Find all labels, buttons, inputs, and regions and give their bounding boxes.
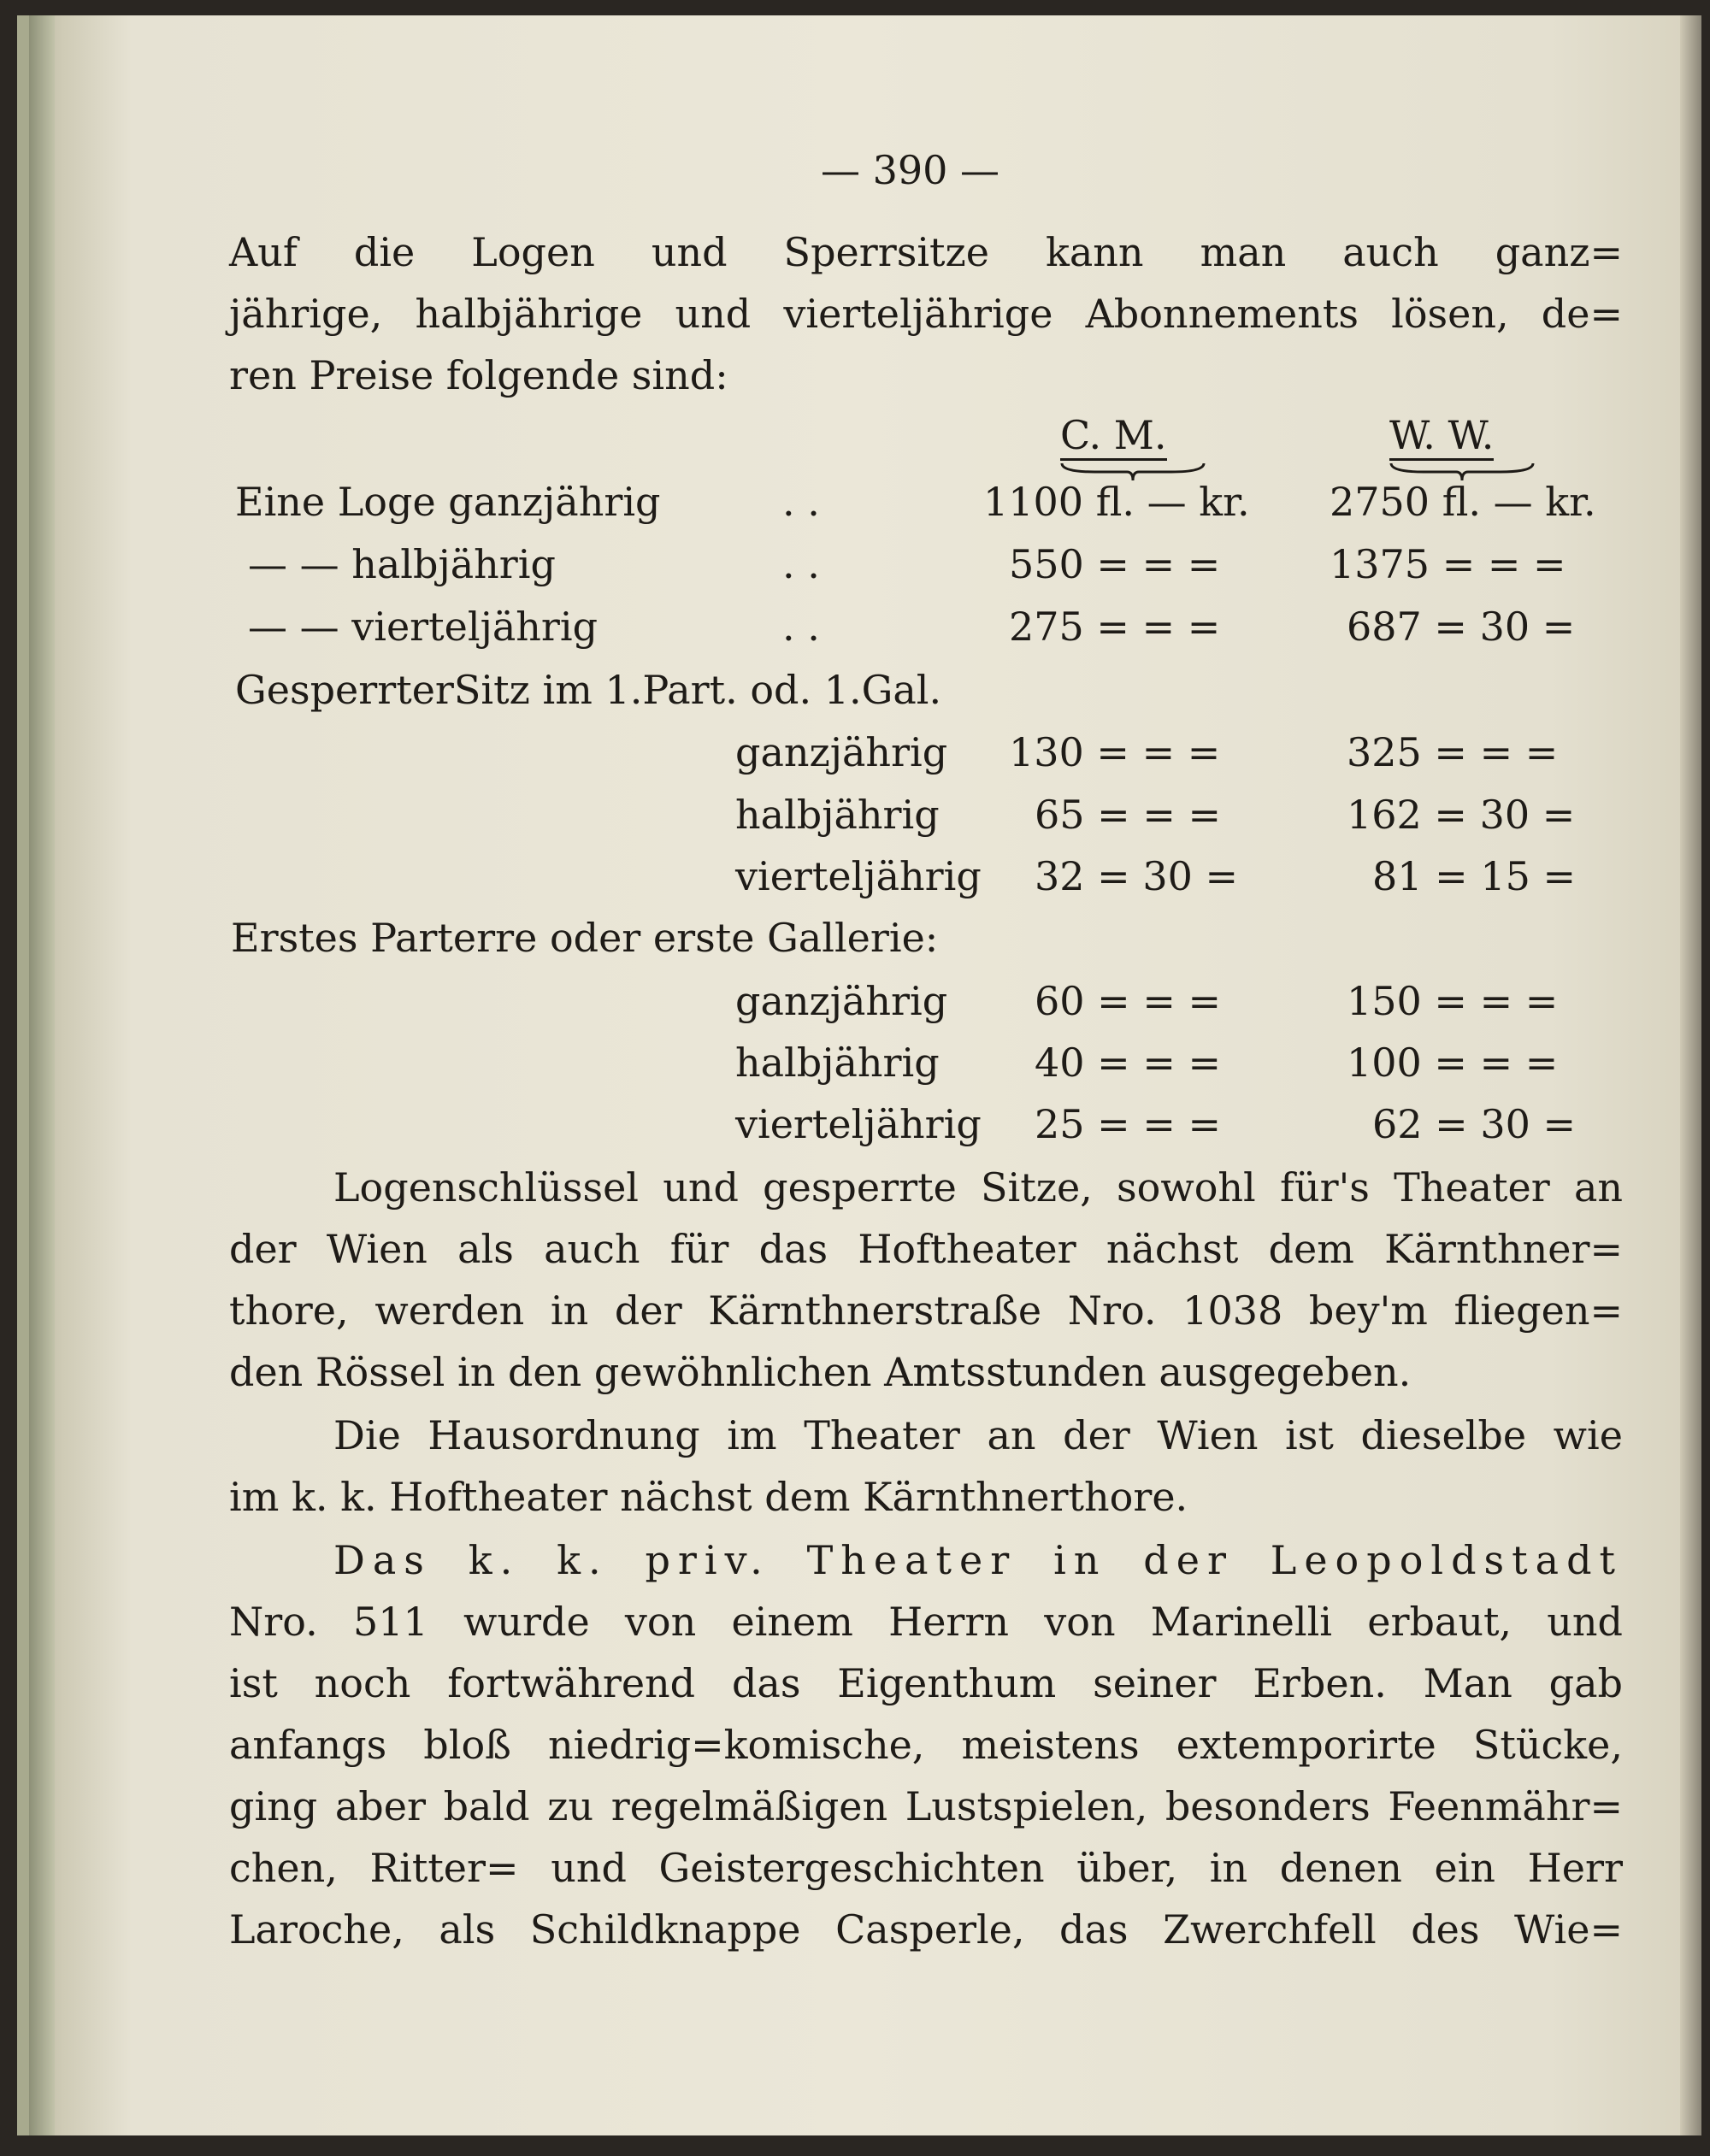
- price-row-3-ww: 687 = 30 =: [1347, 604, 1576, 650]
- price-row-2-dots: . .: [782, 541, 820, 587]
- page-edge: [1680, 15, 1701, 2135]
- section1-row-2-ww: 162 = 30 =: [1347, 792, 1576, 838]
- section1-row-2-label: halbjährig: [735, 792, 940, 838]
- section2-row-3-ww: 62 = 30 =: [1372, 1101, 1577, 1147]
- price-row-3-dots: . .: [782, 604, 820, 650]
- price-row-2-cm: 550 = = =: [1009, 541, 1221, 587]
- section2-row-2-ww: 100 = = =: [1347, 1040, 1559, 1086]
- header-ww: W. W.: [1389, 412, 1494, 461]
- intro-line-2: jährige, halbjährige und vierteljährige Abonnements lösen, de=: [229, 291, 1623, 337]
- price-row-3-label: — — vierteljährig: [248, 604, 598, 650]
- price-row-3-cm: 275 = = =: [1009, 604, 1221, 650]
- paragraph1-line-3: thore, werden in der Kärnthnerstraße Nro. 1038 bey'm fliegen=: [229, 1287, 1623, 1334]
- section2-row-1-cm: 60 = = =: [1035, 978, 1222, 1024]
- section1-row-1-label: ganzjährig: [735, 729, 948, 775]
- price-row-1-cm: 1100 fl. — kr.: [983, 479, 1250, 525]
- paragraph3-line-4: anfangs bloß niedrig=komische, meistens extemporirte Stücke,: [229, 1722, 1623, 1768]
- paragraph1-line-4: den Rössel in den gewöhnlichen Amtsstunden ausgegeben.: [229, 1349, 1412, 1395]
- section2-row-2-label: halbjährig: [735, 1040, 940, 1086]
- section1-row-1-cm: 130 = = =: [1009, 729, 1221, 775]
- price-row-1-label: Eine Loge ganzjährig: [235, 479, 661, 525]
- paragraph1-line-1: Logenschlüssel und gesperrte Sitze, sowohl für's Theater an: [333, 1164, 1623, 1211]
- price-row-1-ww: 2750 fl. — kr.: [1330, 479, 1596, 525]
- section2-row-1-ww: 150 = = =: [1347, 978, 1559, 1024]
- paragraph3-line-3: ist noch fortwährend das Eigenthum seiner Erben. Man gab: [229, 1660, 1623, 1706]
- section1-row-3-cm: 32 = 30 =: [1035, 853, 1239, 899]
- section2-title: Erstes Parterre oder erste Gallerie:: [231, 915, 939, 961]
- intro-line-3: ren Preise folgende sind:: [229, 352, 728, 398]
- paragraph2-line-1: Die Hausordnung im Theater an der Wien ist dieselbe wie: [333, 1412, 1623, 1458]
- paragraph3-line-7: Laroche, als Schildknappe Casperle, das Zwerchfell des Wie=: [229, 1906, 1623, 1953]
- section2-row-3-cm: 25 = = =: [1035, 1101, 1222, 1147]
- section1-row-2-cm: 65 = = =: [1035, 792, 1222, 838]
- section1-row-1-ww: 325 = = =: [1347, 729, 1559, 775]
- intro-line-1: Auf die Logen und Sperrsitze kann man auch ganz=: [229, 229, 1623, 275]
- paragraph3-line-2: Nro. 511 wurde von einem Herrn von Marinelli erbaut, und: [229, 1599, 1623, 1645]
- header-cm: C. M.: [1060, 412, 1167, 461]
- price-row-2-ww: 1375 = = =: [1330, 541, 1566, 587]
- section1-row-3-label: vierteljährig: [735, 853, 982, 899]
- paragraph3-line-5: ging aber bald zu regelmäßigen Lustspielen, besonders Feenmähr=: [229, 1783, 1623, 1829]
- section2-row-3-label: vierteljährig: [735, 1101, 982, 1147]
- paragraph1-line-2: der Wien als auch für das Hoftheater nächst dem Kärnthner=: [229, 1226, 1623, 1272]
- page-number: — 390 —: [821, 147, 1000, 193]
- paragraph3-line-6: chen, Ritter= und Geistergeschichten über, in denen ein Herr: [229, 1845, 1623, 1891]
- book-spine: [29, 15, 55, 2135]
- paragraph2-line-2: im k. k. Hoftheater nächst dem Kärnthnerthore.: [229, 1474, 1188, 1520]
- section2-row-1-label: ganzjährig: [735, 978, 948, 1024]
- paragraph3-line-1: Das k. k. priv. Theater in der Leopoldstadt: [333, 1537, 1623, 1583]
- price-row-2-label: — — halbjährig: [248, 541, 556, 587]
- section1-row-3-ww: 81 = 15 =: [1372, 853, 1577, 899]
- price-row-1-dots: . .: [782, 479, 820, 525]
- section2-row-2-cm: 40 = = =: [1035, 1040, 1222, 1086]
- section1-title: GesperrterSitz im 1.Part. od. 1.Gal.: [235, 667, 942, 713]
